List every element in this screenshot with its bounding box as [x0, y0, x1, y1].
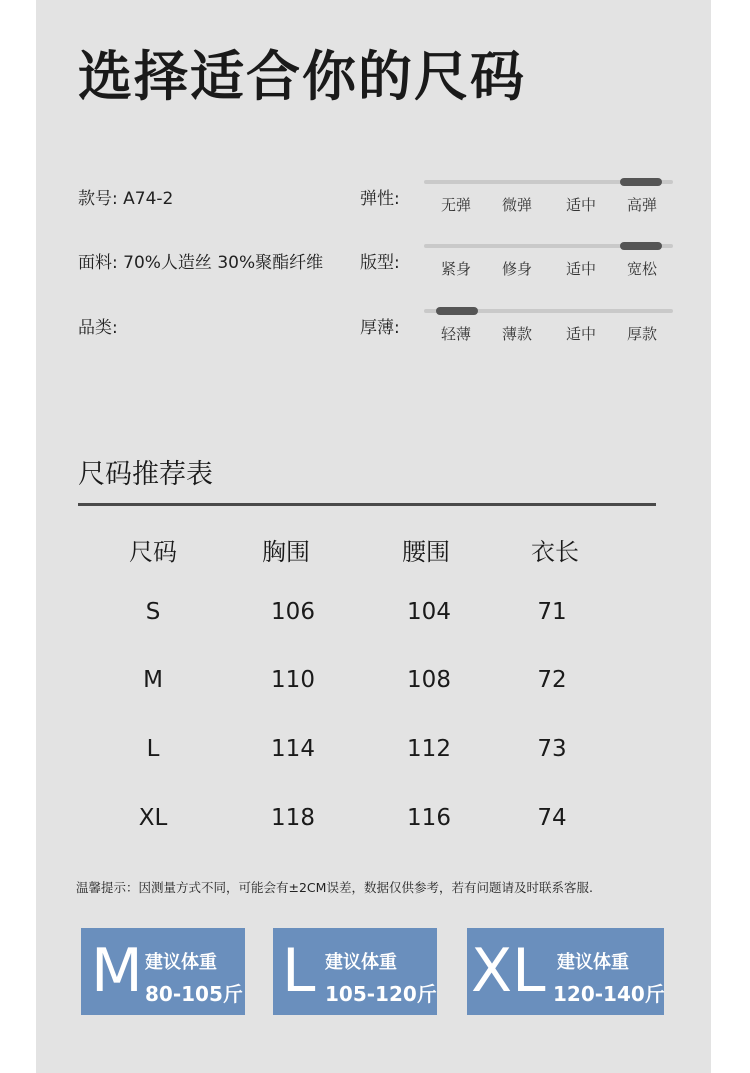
page-title: 选择适合你的尺码	[78, 45, 526, 108]
card-label: 建议体重	[325, 952, 397, 973]
elasticity-label: 弹性:	[360, 189, 400, 209]
card-weight-range: 105-120斤	[325, 982, 437, 1006]
table-cell: 73	[537, 736, 567, 762]
table-cell: XL	[138, 805, 168, 831]
elasticity-option: 微弹	[501, 196, 533, 214]
card-label: 建议体重	[557, 952, 629, 973]
card-weight-range: 80-105斤	[145, 982, 243, 1006]
card-size: M	[91, 936, 143, 1006]
fit-slider	[424, 244, 673, 278]
table-cell: 118	[271, 805, 315, 831]
thickness-label: 厚薄:	[360, 318, 400, 338]
recommendation-card-l	[273, 928, 437, 1015]
size-table-title: 尺码推荐表	[78, 459, 213, 490]
fit-option: 宽松	[626, 260, 658, 278]
elasticity-option: 无弹	[440, 196, 472, 214]
attribute-row-thickness	[36, 309, 711, 369]
attribute-row-elasticity	[36, 180, 711, 240]
recommendation-card-m	[81, 928, 245, 1015]
elasticity-option: 适中	[565, 196, 597, 214]
table-cell: 104	[407, 599, 451, 625]
table-cell: 71	[537, 599, 567, 625]
table-cell: M	[143, 667, 163, 693]
elasticity-slider-knob	[620, 178, 662, 186]
card-size: XL	[471, 936, 546, 1006]
table-header: 腰围	[402, 538, 450, 566]
table-cell: 72	[537, 667, 567, 693]
recommendation-card-xl	[467, 928, 664, 1015]
table-cell: 108	[407, 667, 451, 693]
table-header: 衣长	[531, 538, 579, 566]
card-label: 建议体重	[145, 952, 217, 973]
table-cell: L	[146, 736, 160, 762]
fit-option: 紧身	[440, 260, 472, 278]
model-number: 款号: A74-2	[78, 189, 174, 209]
fit-option: 修身	[501, 260, 533, 278]
size-guide-page	[36, 0, 711, 1073]
thickness-option: 薄款	[501, 325, 533, 343]
table-cell: 112	[407, 736, 451, 762]
category: 品类:	[78, 318, 118, 338]
thickness-option: 适中	[565, 325, 597, 343]
card-size: L	[282, 936, 316, 1006]
table-cell: 114	[271, 736, 315, 762]
elasticity-slider	[424, 180, 673, 214]
table-header: 尺码	[129, 538, 177, 566]
attribute-row-fit	[36, 244, 711, 304]
table-cell: 110	[271, 667, 315, 693]
thickness-option: 轻薄	[440, 325, 472, 343]
fabric-composition: 面料: 70%人造丝 30%聚酯纤维	[78, 253, 324, 273]
divider	[78, 503, 656, 506]
elasticity-option: 高弹	[626, 196, 658, 214]
table-cell: S	[145, 599, 161, 625]
fit-label: 版型:	[360, 253, 400, 273]
table-cell: 74	[537, 805, 567, 831]
table-header: 胸围	[262, 538, 310, 566]
table-cell: 116	[407, 805, 451, 831]
fit-slider-knob	[620, 242, 662, 250]
fit-option: 适中	[565, 260, 597, 278]
table-cell: 106	[271, 599, 315, 625]
measurement-tip: 温馨提示：因测量方式不同，可能会有±2CM误差，数据仅供参考，若有问题请及时联系客服.	[76, 880, 593, 895]
thickness-slider-knob	[436, 307, 478, 315]
thickness-slider	[424, 309, 673, 343]
thickness-option: 厚款	[626, 325, 658, 343]
card-weight-range: 120-140斤	[553, 982, 665, 1006]
